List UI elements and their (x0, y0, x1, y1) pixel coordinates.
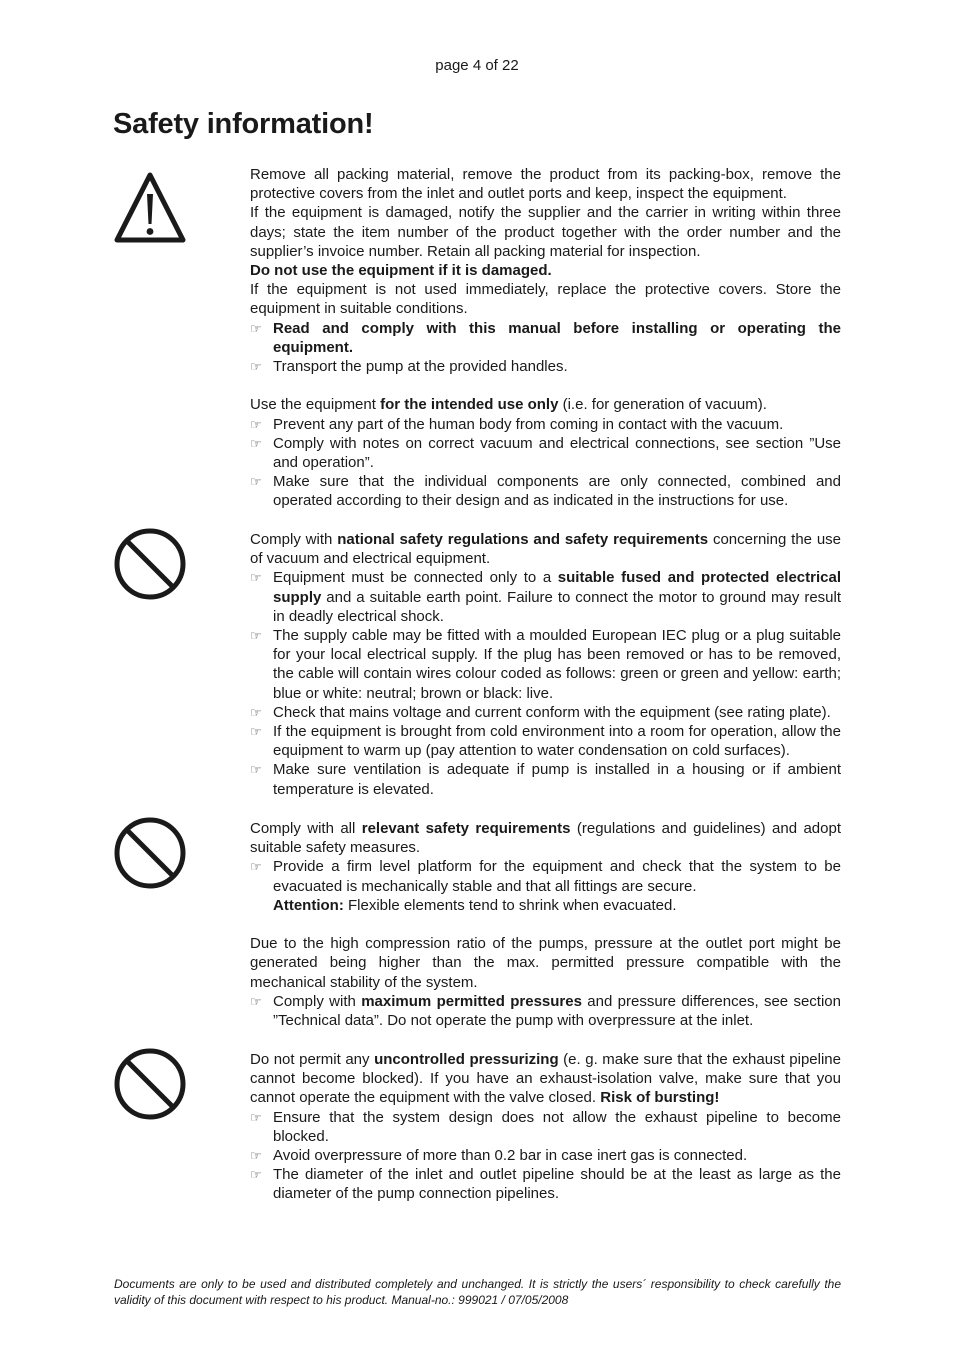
pointing-hand-icon: ☞ (250, 359, 262, 375)
pointing-hand-icon: ☞ (250, 570, 262, 586)
prohibition-icon (112, 815, 188, 891)
pointing-hand-icon: ☞ (250, 1148, 262, 1164)
text: and pressure differences, see section ”Technical data”. Do not operate the pump with overpressure at the inlet. (273, 992, 841, 1030)
prohibition-icon (112, 1046, 188, 1122)
list-item (250, 760, 841, 798)
list-item (250, 472, 841, 510)
unpacking-section (250, 165, 841, 511)
list-item (250, 722, 841, 760)
list-item-text: Provide a firm level platform for the equipment and check that the system to be evacuated is mechanically stable and that all fittings are secure. (273, 858, 841, 895)
list-item-text: Avoid overpressure of more than 0.2 bar in case inert gas is connected. (273, 1147, 748, 1165)
list-item-text: If the equipment is brought from cold environment into a room for operation, allow the equipment to warm up (pay attention to water condensation on cold surfaces). (273, 723, 841, 760)
text: Comply with (273, 992, 362, 1010)
bold-text: suitable fused and protected electrical supply (273, 569, 841, 606)
list-item-text: Make sure ventilation is adequate if pump is installed in a housing or if ambient temperature is elevated. (273, 761, 841, 798)
list-item (250, 1146, 841, 1165)
list-item (250, 415, 841, 434)
footer-disclaimer: Documents are only to be used and distributed completely and unchanged. It is strictly the users´ responsibility to check carefully the validity of this document with respect to his product. Manual-no.: 999021 / 07/05/2008 (114, 1277, 841, 1307)
text: (e. g. make sure that the exhaust pipeline cannot become blocked). If you have an exhaust-isolation valve, make sure that you cannot operate the equipment with the valve closed. (250, 1051, 841, 1107)
bold-text: Read and comply with this manual before installing or operating the equipment. (273, 319, 841, 356)
text: (regulations and guidelines) and adopt suitable safety measures. (250, 820, 841, 857)
list-item-text: Prevent any part of the human body from coming in contact with the vacuum. (273, 415, 784, 433)
list-item-text: Make sure that the individual components are only connected, combined and operated according to their design and as indicated in the instructions for use. (273, 473, 841, 510)
bold-text: maximum permitted pressures (361, 992, 582, 1010)
list-item (250, 319, 841, 357)
paragraph: Due to the high compression ratio of the pumps, pressure at the outlet port might be generated being higher than the max. permitted pressure compatible with the mechanical stability of the system. (250, 935, 841, 991)
list-item (250, 568, 841, 626)
pointing-hand-icon: ☞ (250, 859, 262, 875)
bold-text: Risk of bursting! (600, 1089, 720, 1107)
text: concerning the use of vacuum and electrical equipment. (250, 531, 842, 568)
pointing-hand-icon: ☞ (250, 724, 262, 740)
pointing-hand-icon: ☞ (250, 762, 262, 778)
pointing-hand-icon: ☞ (250, 704, 262, 720)
warning-triangle-icon (112, 170, 188, 246)
list-item (250, 357, 841, 376)
text: Use the equipment (250, 396, 381, 414)
bold-text: national safety regulations and safety requirements (337, 531, 709, 548)
page-number: page 4 of 22 (435, 57, 519, 74)
list-item-text: Check that mains voltage and current conform with the equipment (see rating plate). (273, 703, 831, 721)
attention-label: Attention: (273, 896, 344, 914)
list-item (250, 703, 841, 722)
prohibition-icon (112, 526, 188, 602)
pressurizing-section (250, 1050, 841, 1204)
text: Equipment must be connected only to a (273, 569, 558, 587)
pointing-hand-icon: ☞ (250, 474, 262, 490)
paragraph (250, 261, 841, 280)
list-item (250, 1165, 841, 1203)
list-item-text: The diameter of the inlet and outlet pipeline should be at the least as large as the diameter of the pump connection pipelines. (273, 1166, 841, 1203)
list-item-text: Ensure that the system design does not allow the exhaust pipeline to become blocked. (273, 1108, 841, 1145)
list-item (250, 992, 841, 1030)
list-item (250, 1108, 841, 1146)
list-item-text: Comply with notes on correct vacuum and electrical connections, see section ”Use and operation”. (273, 434, 841, 472)
list-item-text: Transport the pump at the provided handles. (273, 358, 568, 376)
pointing-hand-icon: ☞ (250, 435, 262, 451)
pointing-hand-icon: ☞ (250, 1109, 262, 1125)
text: Flexible elements tend to shrink when evacuated. (343, 896, 677, 914)
bold-text: uncontrolled pressurizing (374, 1051, 559, 1068)
paragraph: Remove all packing material, remove the product from its packing-box, remove the protective covers from the inlet and outlet ports and keep, inspect the equipment. (250, 166, 841, 203)
pointing-hand-icon: ☞ (250, 1167, 262, 1183)
text: Do not permit any (250, 1051, 375, 1068)
paragraph (250, 530, 841, 568)
paragraph (250, 1050, 841, 1108)
bold-text: relevant safety requirements (361, 820, 571, 837)
paragraph (250, 819, 841, 857)
paragraph: If the equipment is not used immediately, replace the protective covers. Store the equipment in suitable conditions. (250, 281, 841, 318)
page-title: Safety information! (113, 108, 374, 140)
text: (i.e. for generation of vacuum). (558, 396, 767, 414)
list-item (250, 434, 841, 472)
list-item (250, 626, 841, 703)
pointing-hand-icon: ☞ (250, 320, 262, 336)
text: Comply with all (250, 820, 362, 837)
pointing-hand-icon: ☞ (250, 628, 262, 644)
list-item-text: The supply cable may be fitted with a moulded European IEC plug or a plug suitable for your local electrical supply. If the plug has been removed or has to be removed, the cable will contain wires colour coded as follows: green or green and yellow: earth; blue or white: neutral; brown or black: live. (273, 627, 841, 702)
safety-measures-section (250, 819, 841, 1030)
pointing-hand-icon: ☞ (250, 416, 262, 432)
text: and a suitable earth point. Failure to connect the motor to ground may result in deadly electrical shock. (273, 588, 841, 625)
list-item (250, 857, 841, 915)
bold-text: Do not use the equipment if it is damaged. (250, 262, 552, 280)
bold-text: for the intended use only (380, 396, 559, 414)
text: Comply with (250, 531, 338, 548)
regulations-section (250, 530, 841, 799)
paragraph (250, 395, 841, 414)
paragraph: If the equipment is damaged, notify the supplier and the carrier in writing within three days; state the item number of the product together with the order number and the supplier’s invoice number. Retain all packing material for inspection. (250, 204, 841, 260)
pointing-hand-icon: ☞ (250, 993, 262, 1009)
